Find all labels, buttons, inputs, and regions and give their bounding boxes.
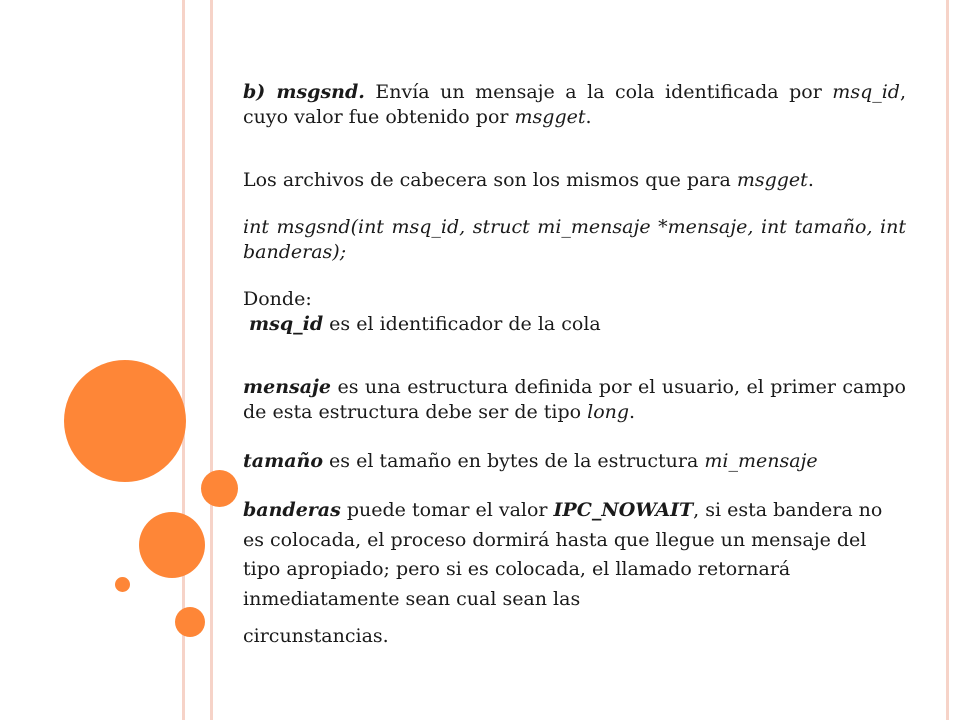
decorative-circle-small-1 (201, 470, 238, 507)
decorative-circle-large (64, 360, 186, 482)
paragraph-tamano: tamaño es el tamaño en bytes de la estructura mi_mensaje (243, 450, 818, 472)
paragraph-donde: Donde: msq_id es el identificador de la cola (243, 288, 601, 335)
term-tamano: tamaño (243, 450, 323, 472)
decorative-circle-medium (139, 512, 205, 578)
decorative-circle-small-2 (175, 607, 205, 637)
term-mensaje: mensaje (243, 376, 331, 398)
decorative-circle-tiny (115, 577, 130, 592)
paragraph-circunstancias: circunstancias. (243, 625, 389, 647)
paragraph-headers: Los archivos de cabecera son los mismos que para msgget. (243, 169, 814, 191)
term-banderas: banderas (243, 499, 341, 521)
term-ipc-nowait: IPC_NOWAIT (553, 499, 694, 521)
term-msq-id: msq_id (249, 313, 324, 335)
function-signature: int msgsnd(int msq_id, struct mi_mensaje *mensaje, int tamaño, int banderas); (243, 216, 906, 263)
decorative-line-3 (946, 0, 949, 720)
paragraph-mensaje: mensaje es una estructura definida por el usuario, el primer campo de esta estructura debe ser de tipo long. (243, 376, 906, 423)
paragraph-banderas: banderas puede tomar el valor IPC_NOWAIT, si esta bandera no es colocada, el proceso dormirá hasta que llegue un mensaje del tipo apropiado; pero si es colocada, el llamado retornará inmediatamente sean cual sean las (243, 499, 883, 610)
decorative-line-2 (210, 0, 213, 720)
function-heading: b) msgsnd. (243, 81, 365, 103)
paragraph-msgsnd: b) msgsnd. Envía un mensaje a la cola identificada por msq_id, cuyo valor fue obtenido por msgget. (243, 81, 907, 128)
